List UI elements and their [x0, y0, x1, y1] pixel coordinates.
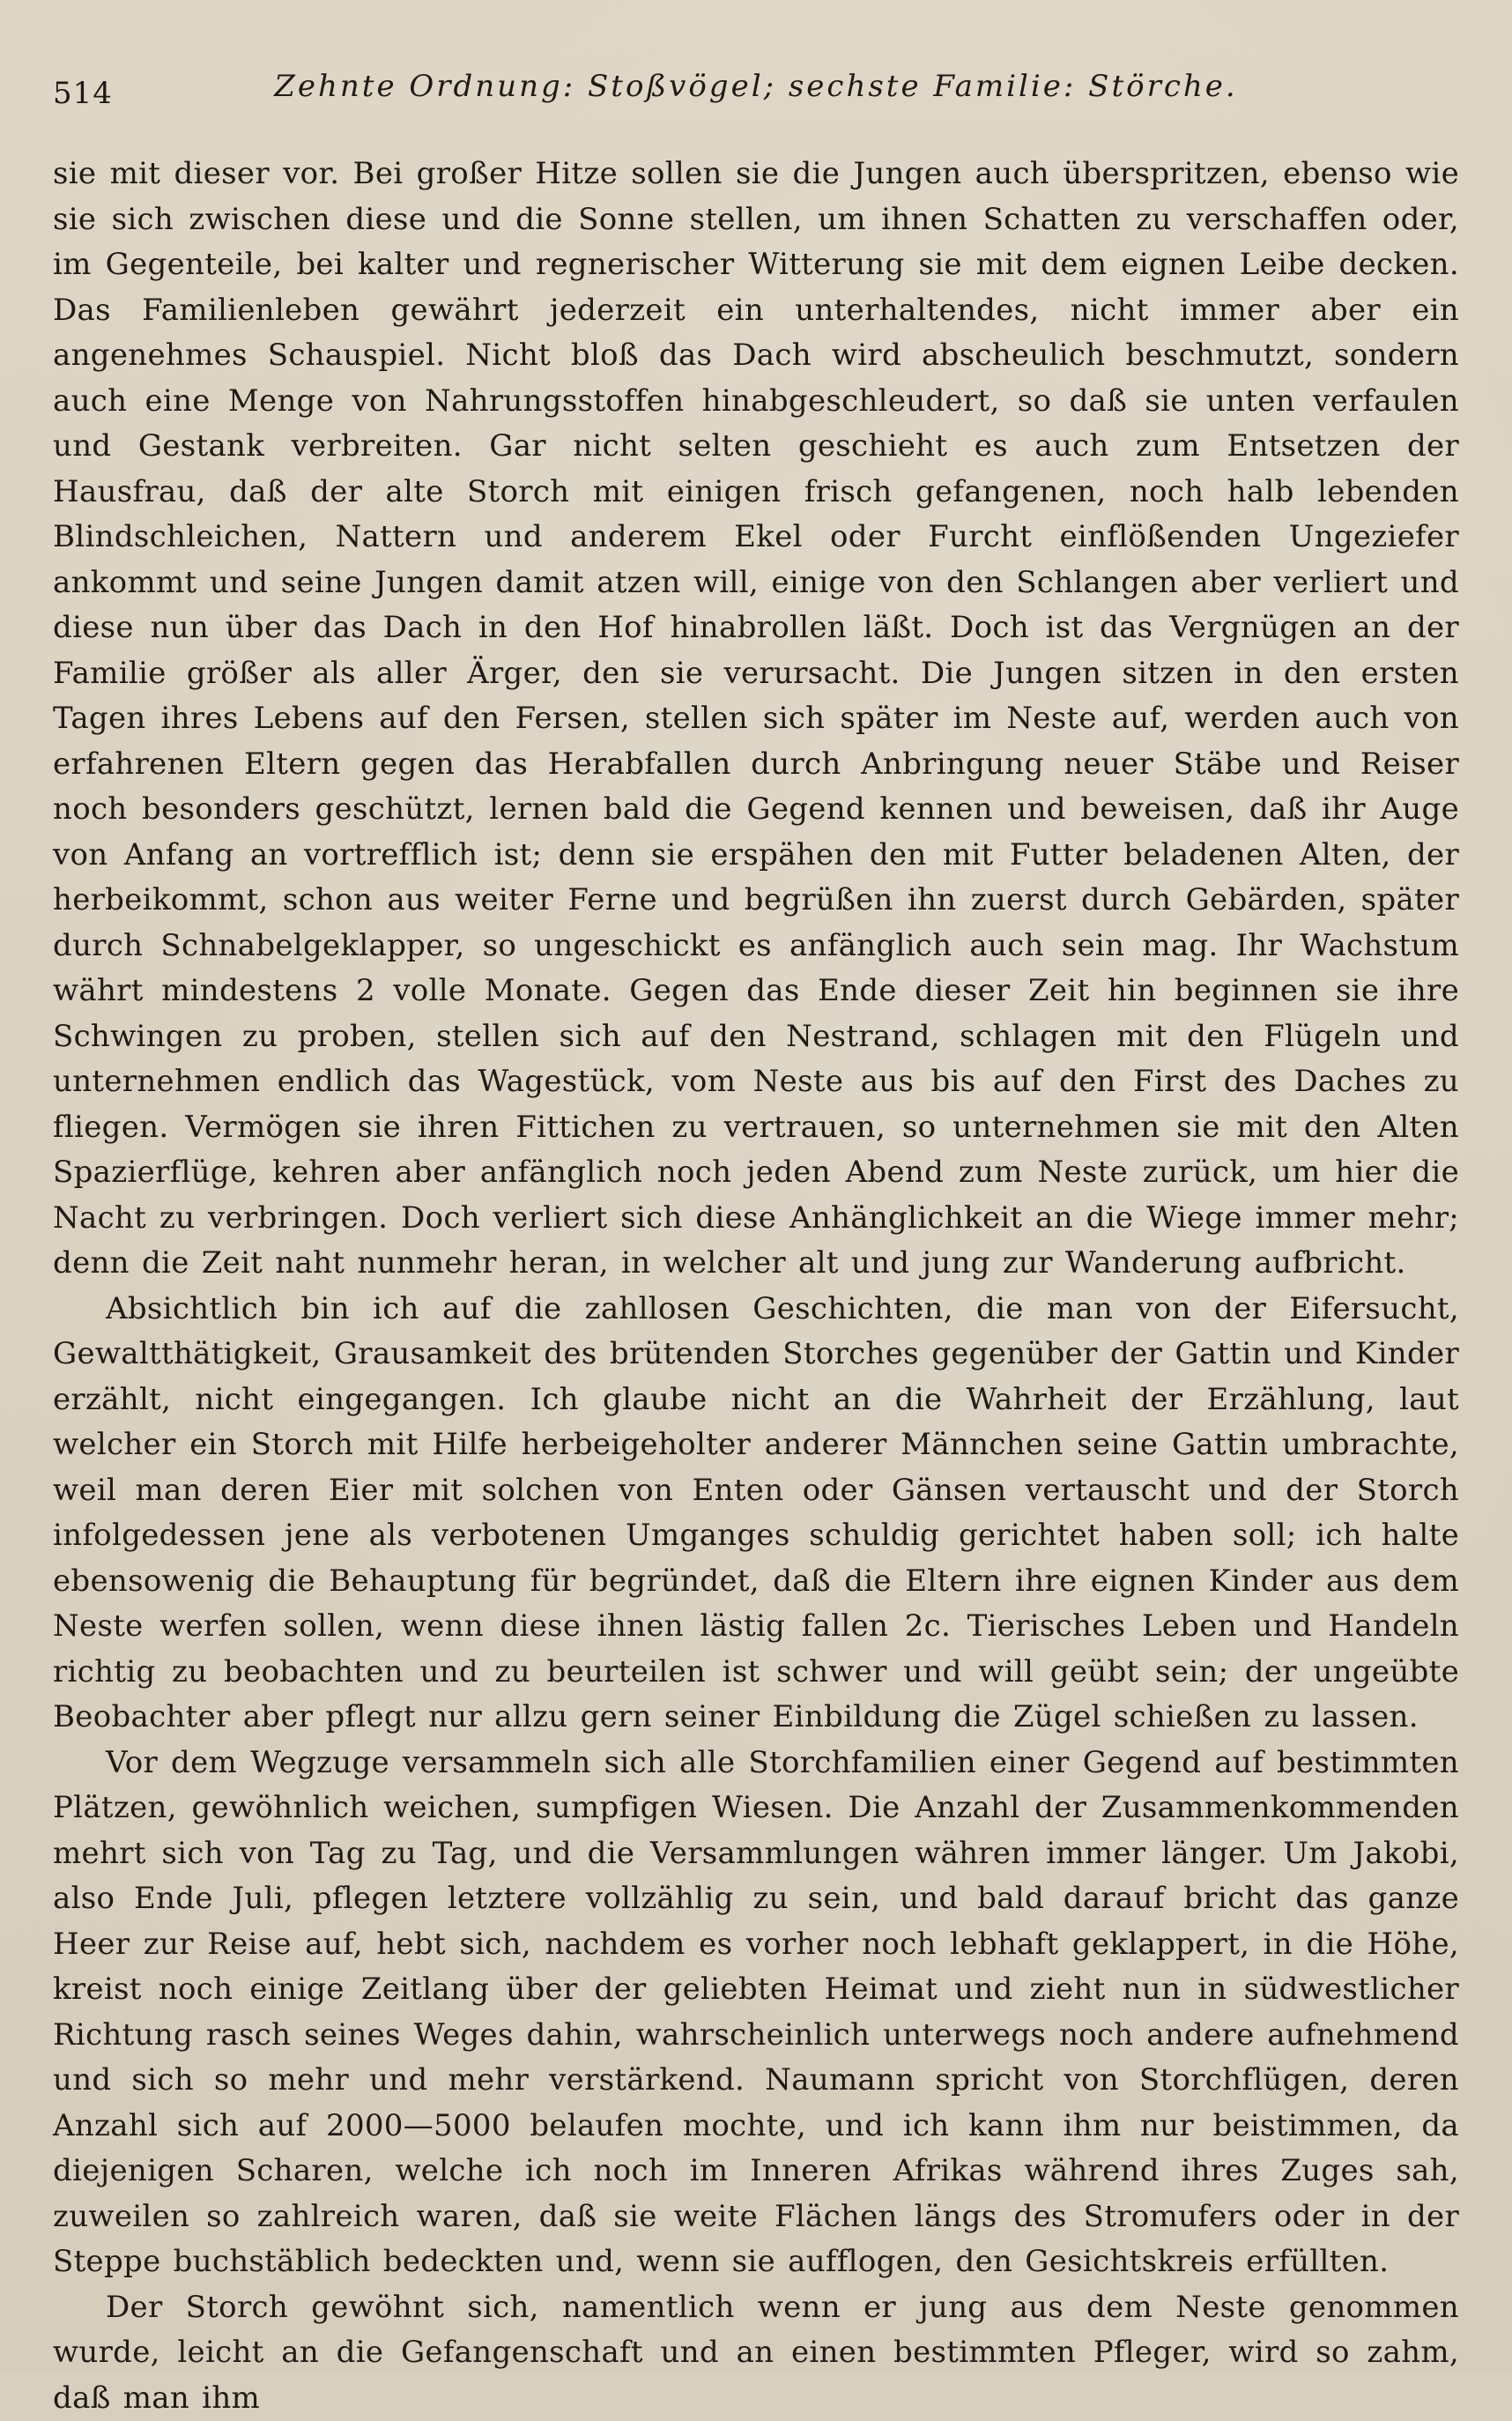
- paragraph-2: Absichtlich bin ich auf die zahllosen Geschichten, die man von der Eifersucht, Gewaltthätigkeit, Grausamkeit des brütenden Storches gegenüber der Gattin und Kinder erzählt, nicht eingegangen. Ich glaube nicht an die Wahrheit der Erzählung, laut welcher ein Storch mit Hilfe herbeigeholter anderer Männchen seine Gattin umbrachte, weil man deren Eier mit solchen von Enten oder Gänsen vertauscht und der Storch infolgedessen jene als verbotenen Umganges schuldig gerichtet haben soll; ich halte ebensowenig die Behauptung für begründet, daß die Eltern ihre eignen Kinder aus dem Neste werfen sollen, wenn diese ihnen lästig fallen 2c. Tierisches Leben und Handeln richtig zu beobachten und zu beurteilen ist schwer und will geübt sein; der ungeübte Beobachter aber pflegt nur allzu gern seiner Einbildung die Zügel schießen zu lassen.: [53, 1287, 1459, 1741]
- paragraph-1: sie mit dieser vor. Bei großer Hitze sollen sie die Jungen auch überspritzen, ebenso wie sie sich zwischen diese und die Sonne stellen, um ihnen Schatten zu verschaffen oder, im Gegenteile, bei kalter und regnerischer Witterung sie mit dem eignen Leibe decken. Das Familienleben gewährt jederzeit ein unterhaltendes, nicht immer aber ein angenehmes Schauspiel. Nicht bloß das Dach wird abscheulich beschmutzt, sondern auch eine Menge von Nahrungsstoffen hinabgeschleudert, so daß sie unten verfaulen und Gestank verbreiten. Gar nicht selten geschieht es auch zum Entsetzen der Hausfrau, daß der alte Storch mit einigen frisch gefangenen, noch halb lebenden Blindschleichen, Nattern und anderem Ekel oder Furcht einflößenden Ungeziefer ankommt und seine Jungen damit atzen will, einige von den Schlangen aber verliert und diese nun über das Dach in den Hof hinabrollen läßt. Doch ist das Vergnügen an der Familie größer als aller Ärger, den sie verursacht. Die Jungen sitzen in den ersten Tagen ihres Lebens auf den Fersen, stellen sich später im Neste auf, werden auch von erfahrenen Eltern gegen das Herabfallen durch Anbringung neuer Stäbe und Reiser noch besonders geschützt, lernen bald die Gegend kennen und beweisen, daß ihr Auge von Anfang an vortrefflich ist; denn sie erspähen den mit Futter beladenen Alten, der herbeikommt, schon aus weiter Ferne und begrüßen ihn zuerst durch Gebärden, später durch Schnabelgeklapper, so ungeschickt es anfänglich auch sein mag. Ihr Wachstum währt mindestens 2 volle Monate. Gegen das Ende dieser Zeit hin beginnen sie ihre Schwingen zu proben, stellen sich auf den Nestrand, schlagen mit den Flügeln und unternehmen endlich das Wagestück, vom Neste aus bis auf den First des Daches zu fliegen. Vermögen sie ihren Fittichen zu vertrauen, so unternehmen sie mit den Alten Spazierflüge, kehren aber anfänglich noch jeden Abend zum Neste zurück, um hier die Nacht zu verbringen. Doch verliert sich diese Anhänglichkeit an die Wiege immer mehr; denn die Zeit naht nunmehr heran, in welcher alt und jung zur Wanderung aufbricht.: [53, 152, 1459, 1287]
- page-header: [53, 69, 1459, 116]
- body-text: [53, 152, 1459, 2421]
- running-title: Zehnte Ordnung: Stoßvögel; sechste Familie: Störche.: [53, 69, 1459, 104]
- paragraph-4: Der Storch gewöhnt sich, namentlich wenn er jung aus dem Neste genommen wurde, leicht an die Gefangenschaft und an einen bestimmten Pfleger, wird so zahm, daß man ihm: [53, 2285, 1459, 2421]
- page-number: 514: [53, 76, 113, 111]
- paragraph-3: Vor dem Wegzuge versammeln sich alle Storchfamilien einer Gegend auf bestimmten Plätzen, gewöhnlich weichen, sumpfigen Wiesen. Die Anzahl der Zusammenkommenden mehrt sich von Tag zu Tag, und die Versammlungen währen immer länger. Um Jakobi, also Ende Juli, pflegen letztere vollzählig zu sein, und bald darauf bricht das ganze Heer zur Reise auf, hebt sich, nachdem es vorher noch lebhaft geklappert, in die Höhe, kreist noch einige Zeitlang über der geliebten Heimat und zieht nun in südwestlicher Richtung rasch seines Weges dahin, wahrscheinlich unterwegs noch andere aufnehmend und sich so mehr und mehr verstärkend. Naumann spricht von Storchflügen, deren Anzahl sich auf 2000—5000 belaufen mochte, und ich kann ihm nur beistimmen, da diejenigen Scharen, welche ich noch im Inneren Afrikas während ihres Zuges sah, zuweilen so zahlreich waren, daß sie weite Flächen längs des Stromufers oder in der Steppe buchstäblich bedeckten und, wenn sie aufflogen, den Gesichtskreis erfüllten.: [53, 1741, 1459, 2285]
